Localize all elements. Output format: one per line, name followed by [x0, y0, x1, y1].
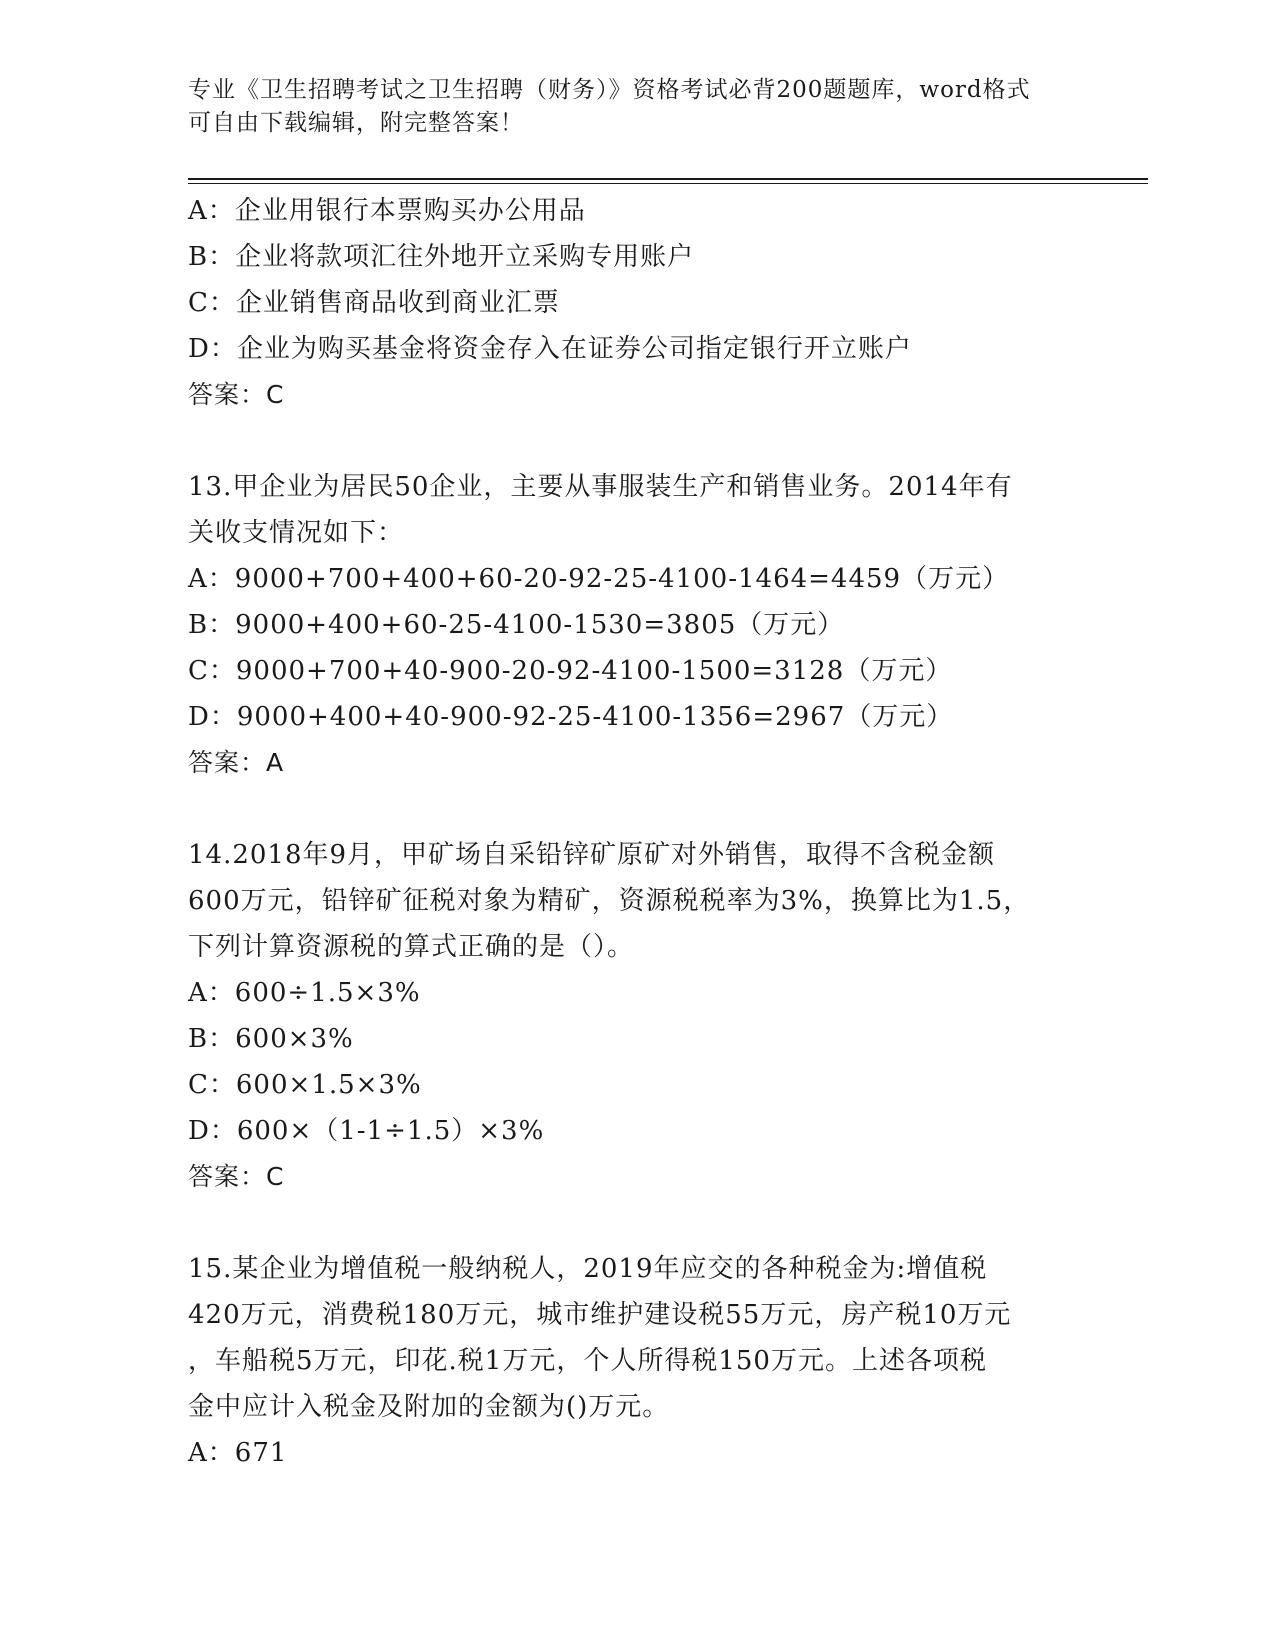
- option-c: C：企业销售商品收到商业汇票: [188, 288, 560, 318]
- question-14: [188, 832, 1088, 1200]
- question-stem-line: 600万元，铅锌矿征税对象为精矿，资源税税率为3%，换算比为1.5，: [188, 886, 1031, 916]
- spacer: [188, 418, 1088, 464]
- question-list: [188, 188, 1088, 1476]
- header-title-line-1: 专业《卫生招聘考试之卫生招聘（财务）》资格考试必背200题题库，word格式: [188, 77, 1031, 103]
- question-15: [188, 1246, 1088, 1476]
- question-stem-line: 关收支情况如下：: [188, 518, 405, 548]
- answer: 答案：C: [188, 1162, 285, 1191]
- option-b: B：企业将款项汇往外地开立采购专用账户: [188, 242, 695, 272]
- question-stem-line: 420万元，消费税180万元，城市维护建设税55万元，房产税10万元: [188, 1300, 1012, 1330]
- option-b: B：600×3%: [188, 1024, 354, 1054]
- option-d: D：600×（1-1÷1.5）×3%: [188, 1116, 545, 1146]
- question-12: [188, 188, 1088, 418]
- header-divider-thin: [188, 183, 1148, 184]
- answer: 答案：C: [188, 380, 285, 409]
- question-13: [188, 464, 1088, 786]
- option-a: A：9000+700+400+60-20-92-25-4100-1464=4459（万元）: [188, 564, 1010, 594]
- question-stem-line: 14.2018年9月，甲矿场自采铅锌矿原矿对外销售，取得不含税金额: [188, 840, 996, 870]
- spacer: [188, 786, 1088, 832]
- spacer: [188, 1200, 1088, 1246]
- question-stem-line: 下列计算资源税的算式正确的是（）。: [188, 932, 635, 962]
- answer: 答案：A: [188, 748, 285, 777]
- document-header: [188, 74, 1088, 140]
- option-b: B：9000+400+60-25-4100-1530=3805（万元）: [188, 610, 845, 640]
- option-d: D：企业为购买基金将资金存入在证券公司指定银行开立账户: [188, 334, 912, 364]
- question-stem-line: ，车船税5万元，印花.税1万元，个人所得税150万元。上述各项税: [188, 1346, 987, 1376]
- option-d: D：9000+400+40-900-92-25-4100-1356=2967（万元）: [188, 702, 954, 732]
- header-divider-thick: [188, 178, 1148, 180]
- question-stem-line: 13.甲企业为居民50企业，主要从事服装生产和销售业务。2014年有: [188, 472, 1013, 502]
- header-title-line-2: 可自由下载编辑，附完整答案！: [188, 110, 524, 136]
- question-stem-line: 金中应计入税金及附加的金额为()万元。: [188, 1392, 670, 1422]
- option-a: A：600÷1.5×3%: [188, 978, 421, 1008]
- option-a: A：671: [188, 1438, 288, 1468]
- question-stem-line: 15.某企业为增值税一般纳税人，2019年应交的各种税金为:增值税: [188, 1254, 988, 1284]
- option-a: A：企业用银行本票购买办公用品: [188, 196, 586, 226]
- option-c: C：9000+700+40-900-20-92-4100-1500=3128（万元）: [188, 656, 953, 686]
- option-c: C：600×1.5×3%: [188, 1070, 422, 1100]
